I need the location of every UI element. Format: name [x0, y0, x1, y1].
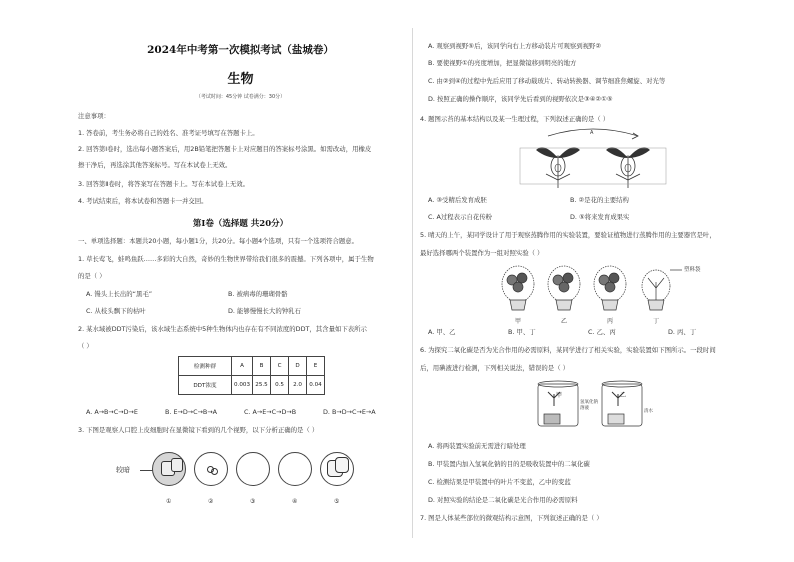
view-5 — [320, 452, 354, 486]
q6-stem-cont: 后，用碘液进行检测，下列相关说法，错误的是（ ） — [420, 364, 570, 372]
plastic-bag-label: 塑料袋 — [684, 267, 701, 273]
subject-title: 生物 — [227, 72, 254, 87]
q2-option-a: A. A→B→C→D→E — [86, 408, 138, 416]
view-caption: ① — [166, 498, 172, 505]
view-caption: ③ — [250, 498, 256, 505]
q7-stem: 7. 图是人体某些部位的微观结构示意图，下列叙述正确的是（ ） — [420, 514, 603, 522]
table-cell: B — [253, 357, 271, 376]
table-row — [179, 357, 325, 376]
water-label: 清水 — [644, 409, 653, 414]
view-caption: ⑤ — [334, 498, 340, 505]
q1-option-a: A. 馒头上长出的“黑毛” — [86, 290, 153, 298]
q5-stem-cont: 最好选择哪两个装置作为一组对照实验（ ） — [420, 249, 544, 257]
q1-option-c: C. 从枝头飘下的枯叶 — [86, 307, 146, 315]
q6-option-d: D. 对照实验的结论是二氧化碳是光合作用的必需原料 — [428, 496, 578, 504]
view-2 — [194, 452, 228, 486]
transpiration-setup-figure — [498, 262, 698, 320]
setup-caption: 丁 — [653, 318, 660, 325]
q2-stem-cont: （ ） — [78, 342, 93, 350]
q3-option-d: D. 按照正确的操作顺序，该同学先后看到的视野依次是③④②①⑤ — [428, 95, 613, 103]
setup-caption: 甲 — [556, 392, 563, 399]
q4-option-b: B. ②是花的主要结构 — [570, 196, 629, 204]
note-item: 2. 回答第Ⅰ卷时，选出每小题答案后，用2B铅笔把答题卡上对应题目的答案标号涂黑。如需改动，用橡皮 — [78, 145, 372, 153]
q5-option-b: B. 甲、丁 — [508, 328, 536, 336]
q3-option-c: C. 由②到④的过程中先后应用了移动载玻片、转动转换器、调节细准焦螺旋、对光等 — [428, 77, 666, 85]
q2-option-c: C. A→E→C→D→B — [244, 408, 297, 416]
q6-stem: 6. 为探究二氧化碳是否为光合作用的必需原料，某同学进行了相关实验，实验装置如下图所示。一段时间 — [420, 346, 716, 354]
q6-option-c: C. 检测结果是甲装置中的叶片不变蓝，乙中的变蓝 — [428, 478, 571, 486]
section-instruction: 一、单项选择题：本题共20小题，每小题1分，共20分。每小题4个选项，只有一个选项符合题意。 — [78, 237, 359, 245]
q5-option-c: C. 乙、丙 — [588, 328, 616, 336]
table-cell: DDT浓度 — [179, 376, 232, 395]
right-column — [420, 0, 760, 562]
svg-text:A: A — [590, 130, 594, 136]
notes-heading: 注意事项： — [78, 112, 110, 120]
table-cell: 0.003 — [232, 376, 253, 395]
q1-option-b: B. 被病毒的珊瑚骨骼 — [228, 290, 288, 298]
table-cell: E — [307, 357, 325, 376]
dim-label: 较暗 — [116, 466, 130, 474]
table-row — [179, 376, 325, 395]
q5-option-d: D. 丙、丁 — [668, 328, 697, 336]
microscope-views-figure — [78, 448, 403, 518]
setup-caption: 乙 — [561, 318, 568, 325]
q6-option-b: B. 甲装置内加入氢氧化钠的目的是吸收装置中的二氧化碳 — [428, 460, 590, 468]
q2-option-d: D. B→D→C→E→A — [323, 408, 376, 416]
note-item: 擦干净后，再选涂其他答案标号。写在本试卷上无效。 — [78, 161, 232, 169]
table-cell: C — [271, 357, 289, 376]
view-1 — [152, 452, 186, 486]
table-cell: D — [289, 357, 307, 376]
q6-option-a: A. 将两装置实验前无需进行暗处理 — [428, 442, 526, 450]
q2-option-b: B. E→D→C→B→A — [165, 408, 218, 416]
left-column — [78, 0, 403, 562]
column-divider — [412, 28, 413, 538]
setup-caption: 甲 — [515, 318, 522, 325]
table-cell: 检测种群 — [179, 357, 232, 376]
setup-caption: 乙 — [620, 392, 627, 399]
q4-option-d: D. ⑤将来发育成果实 — [570, 213, 630, 221]
q1-stem-cont: 的是（ ） — [78, 272, 106, 280]
table-cell: 25.5 — [253, 376, 271, 395]
q1-option-d: D. 能够慢慢长大的钟乳石 — [228, 307, 301, 315]
flower-pollination-figure — [518, 128, 668, 190]
view-caption: ④ — [292, 498, 298, 505]
table-cell: 2.0 — [289, 376, 307, 395]
q3-option-a: A. 观察到视野⑤后，该同学向右上方移动装片可观察到视野② — [428, 42, 602, 50]
note-item: 4. 考试结束后，将本试卷和答题卡一并交回。 — [78, 197, 208, 205]
q3-stem: 3. 下图是观察人口腔上皮细胞时在显微镜下看到的几个视野，以下分析正确的是（ ） — [78, 426, 319, 434]
note-item: 1. 答卷前，考生务必将自己的姓名、准考证号填写在答题卡上。 — [78, 129, 259, 137]
q2-stem: 2. 某水域被DDT污染后，该水域生态系统中5种生物体内也存在有不同浓度的DDT，其含量如下表所示 — [78, 325, 367, 333]
q4-option-a: A. ③受精后发育成胚 — [428, 196, 487, 204]
q4-option-c: C. A过程表示自花传粉 — [428, 213, 493, 221]
section-title: 第Ⅰ卷（选择题 共20分） — [192, 219, 289, 229]
view-3 — [236, 452, 270, 486]
q4-stem: 4. 题图示苔的基本结构以及某一生理过程，下列叙述正确的是（ ） — [420, 115, 610, 123]
q5-option-a: A. 甲、乙 — [428, 328, 456, 336]
ddt-table — [178, 356, 325, 395]
view-caption: ② — [208, 498, 214, 505]
table-cell: 0.04 — [307, 376, 325, 395]
table-cell: A — [232, 357, 253, 376]
exam-info: （考试时间：45分钟 试卷满分：30分） — [195, 94, 286, 100]
q5-stem: 5. 晴天的上午，某同学设计了用于观察蒸腾作用的实验装置，要验证植物进行蒸腾作用的主要器官是叶， — [420, 231, 716, 239]
table-cell: 0.5 — [271, 376, 289, 395]
note-item: 3. 回答第Ⅱ卷时，将答案写在答题卡上。写在本试卷上无效。 — [78, 180, 250, 188]
exam-title: 2024年中考第一次模拟考试（盐城卷） — [147, 44, 334, 56]
naoh-label: 氢氧化钠溶液 — [580, 400, 598, 411]
q3-option-b: B. 要使视野①的亮度增加，把显微镜移到明亮的地方 — [428, 59, 577, 67]
q1-stem: 1. 草长莺飞，蛙鸣鱼跃……多彩的大自然，奇妙的生物世界带给我们很多的震撼。下列各项中，属于生物 — [78, 255, 374, 263]
setup-caption: 丙 — [607, 318, 614, 325]
view-4 — [278, 452, 312, 486]
